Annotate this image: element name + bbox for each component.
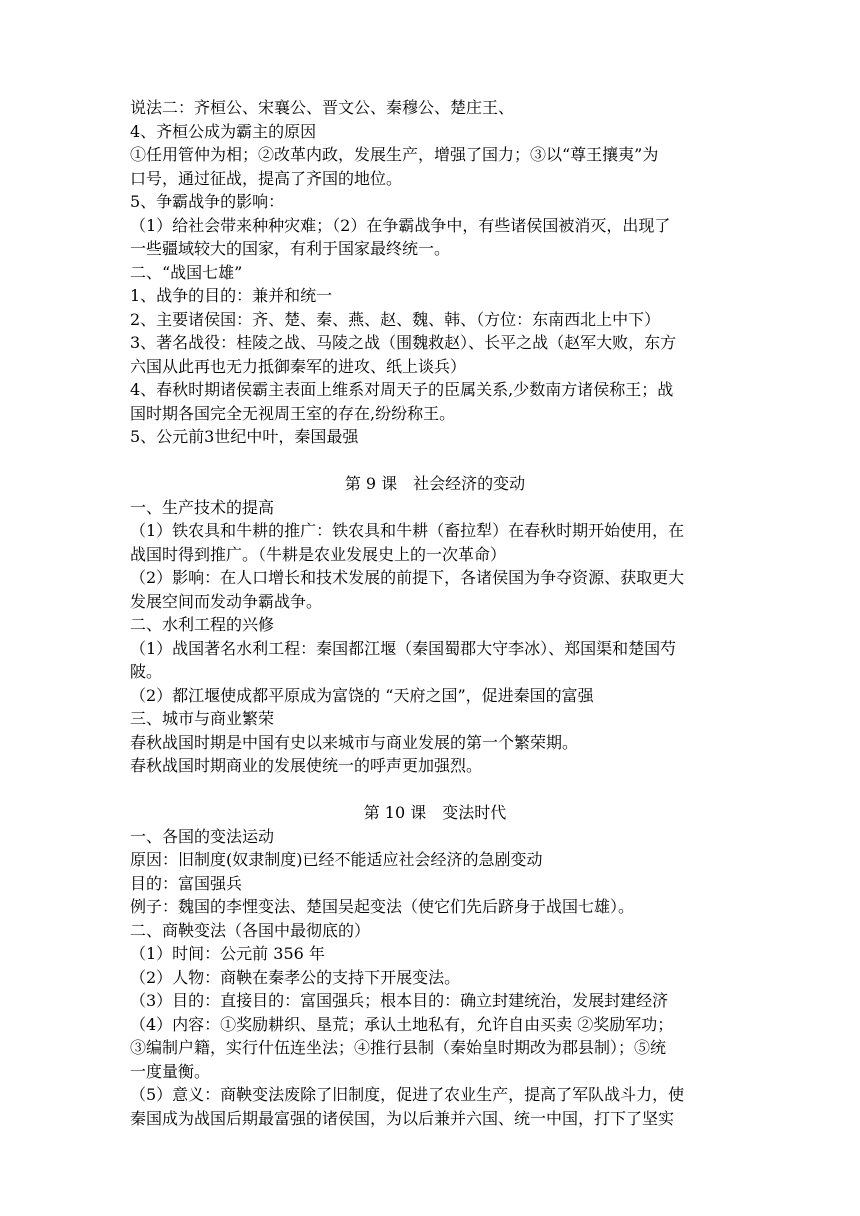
document-page	[130, 96, 740, 1130]
text-line: 二、商鞅变法（各国中最彻底的）	[130, 920, 371, 940]
text-line: 一、生产技术的提高	[130, 497, 275, 517]
text-line: （4）内容：①奖励耕织、垦荒；承认土地私有，允许自由买卖 ②奖励军功；	[130, 1014, 674, 1034]
text-line: 秦国成为战国后期最富强的诸侯国，为以后兼并六国、统一中国，打下了坚实	[130, 1108, 675, 1128]
text-line: 发展空间而发动争霸战争。	[130, 591, 323, 611]
text-line: 一些疆域较大的国家，有利于国家最终统一。	[130, 239, 451, 258]
text-line: 春秋战国时期是中国有史以来城市与商业发展的第一个繁荣期。	[130, 732, 579, 752]
text-line: （1）给社会带来种种灾难；（2）在争霸战争中，有些诸侯国被消灭，出现了	[130, 215, 671, 235]
text-line: 3、著名战役：桂陵之战、马陵之战（围魏救赵）、长平之战（赵军大败，东方	[130, 333, 677, 352]
text-line: （1）时间：公元前 356 年	[130, 944, 325, 963]
text-line: 春秋战国时期商业的发展使统一的呼声更加强烈。	[130, 756, 483, 775]
text-line: 二、“战国七雄”	[130, 262, 243, 282]
text-line: 2、主要诸侯国：齐、楚、秦、燕、赵、魏、韩、（方位：东南西北上中下）	[130, 309, 661, 329]
text-line: 5、公元前3世纪中叶，秦国最强	[130, 427, 359, 446]
text-line: ①任用管仲为相；②改革内政，发展生产，增强了国力；③以“尊王攘夷”为	[130, 145, 659, 164]
lesson-9-title: 第 9 课 社会经济的变动	[344, 474, 526, 493]
text-line: （2）人物：商鞅在秦孝公的支持下开展变法。	[130, 967, 461, 987]
text-line: 国时期各国完全无视周王室的存在,纷纷称王。	[130, 403, 456, 423]
text-line: 4、春秋时期诸侯霸主表面上维系对周天子的臣属关系,少数南方诸侯称王；战	[130, 380, 674, 399]
text-line: （5）意义：商鞅变法废除了旧制度，促进了农业生产，提高了军队战斗力，使	[130, 1085, 685, 1104]
text-line: 二、水利工程的兴修	[130, 615, 275, 634]
text-line: 4、齐桓公成为霸主的原因	[130, 121, 317, 141]
section-intro	[130, 96, 740, 449]
text-line: 目的：富国强兵	[130, 873, 243, 893]
text-line: （1）战国著名水利工程：秦国都江堰（秦国蜀郡大守李冰）、郑国渠和楚国芍	[130, 638, 677, 658]
text-line: 一、各国的变法运动	[130, 826, 275, 846]
text-line: 例子：魏国的李悝变法、楚国吴起变法（使它们先后跻身于战国七雄）。	[130, 897, 635, 916]
text-line: ③编制户籍，实行什伍连坐法；④推行县制（秦始皇时期改为郡县制）；⑤统	[130, 1038, 667, 1057]
section-lesson-9	[130, 496, 740, 778]
text-line: （3）目的：直接目的：富国强兵；根本目的：确立封建统治，发展封建经济	[130, 991, 669, 1010]
text-line: 陂。	[130, 662, 163, 681]
text-line: （2）影响：在人口增长和技术发展的前提下，各诸侯国为争夺资源、获取更大	[130, 568, 685, 587]
text-line: 战国时得到推广。（牛耕是农业发展史上的一次革命）	[130, 544, 507, 564]
text-line: 5、争霸战争的影响：	[130, 192, 285, 211]
text-line: （2）都江堰使成都平原成为富饶的 “天府之国”，促进秦国的富强	[130, 685, 594, 705]
text-line: （1）铁农具和牛耕的推广：铁农具和牛耕（畜拉犁）在春秋时期开始使用，在	[130, 521, 685, 540]
lesson-10-title: 第 10 课 变法时代	[363, 803, 507, 822]
text-line: 六国从此再也无力抵御秦军的进攻、纸上谈兵）	[130, 356, 467, 376]
section-lesson-10	[130, 825, 740, 1131]
text-line: 说法二：齐桓公、宋襄公、晋文公、秦穆公、楚庄王、	[130, 98, 515, 117]
text-line: 口号，通过征战，提高了齐国的地位。	[130, 168, 403, 188]
text-line: 一度量衡。	[130, 1061, 211, 1081]
text-line: 1、战争的目的：兼并和统一	[130, 286, 333, 305]
text-line: 三、城市与商业繁荣	[130, 709, 275, 728]
text-line: 原因：旧制度(奴隶制度)已经不能适应社会经济的急剧变动	[130, 850, 543, 869]
